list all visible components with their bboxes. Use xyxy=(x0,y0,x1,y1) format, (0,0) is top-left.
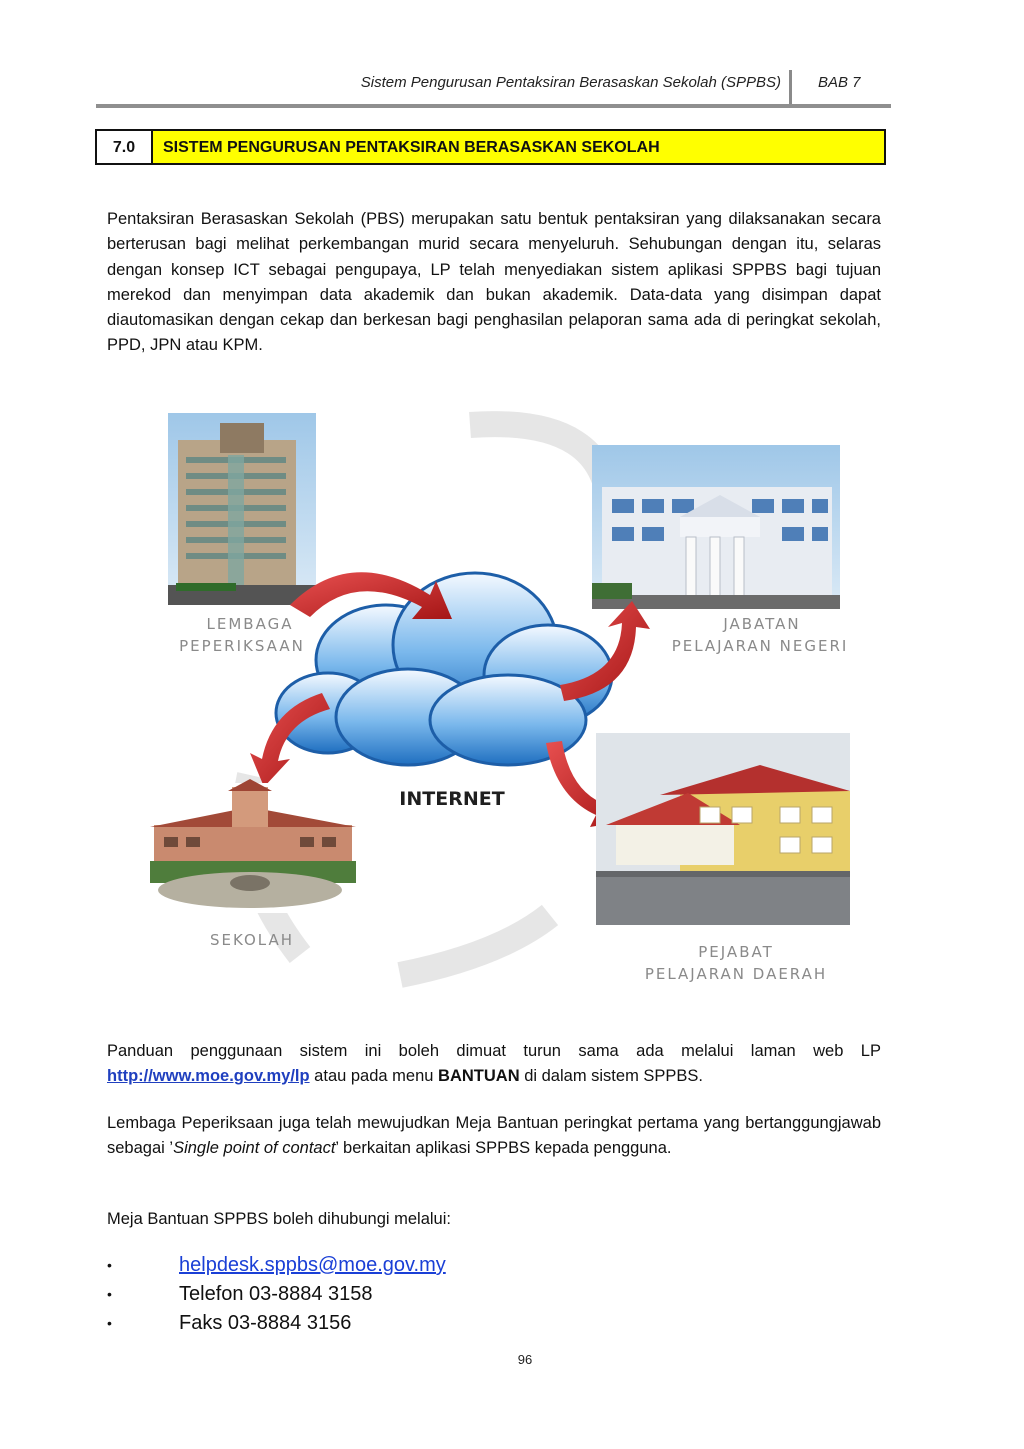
lp-website-link[interactable]: http://www.moe.gov.my/lp xyxy=(107,1067,310,1086)
jabatan-pelajaran-negeri-image xyxy=(592,445,840,609)
guide-text-before: Panduan penggunaan sistem ini boleh dimuat turun sama ada melalui laman web LP xyxy=(107,1042,881,1060)
running-header xyxy=(96,70,891,108)
guide-text-middle: atau pada menu xyxy=(309,1067,439,1086)
label-jabatan-line2: PELAJARAN NEGERI xyxy=(671,637,849,655)
header-separator xyxy=(789,70,792,104)
pejabat-pelajaran-daerah-image xyxy=(596,733,850,925)
phone-number: Telefon 03-8884 3158 xyxy=(179,1283,373,1305)
section-heading xyxy=(95,129,886,165)
fax-number: Faks 03-8884 3156 xyxy=(179,1312,352,1334)
helpdesk-paragraph xyxy=(107,1111,881,1162)
helpdesk-text-before: Lembaga Peperiksaan juga telah mewujudkan Meja Bantuan peringkat pertama yang bertanggungjawab sebagai ’ xyxy=(107,1114,881,1158)
lembaga-peperiksaan-image xyxy=(168,413,316,605)
header-title: Sistem Pengurusan Pentaksiran Berasaskan Sekolah (SPPBS) xyxy=(360,74,781,91)
bantuan-menu-name: BANTUAN xyxy=(438,1067,520,1086)
guide-text-after: di dalam sistem SPPBS. xyxy=(519,1067,704,1086)
page-number: 96 xyxy=(517,1352,533,1367)
section-title: SISTEM PENGURUSAN PENTAKSIRAN BERASASKAN SEKOLAH xyxy=(163,139,660,156)
label-jabatan-line1: JABATAN xyxy=(723,615,801,633)
label-sekolah: SEKOLAH xyxy=(209,931,295,949)
bullet: • xyxy=(107,1315,112,1331)
label-lembaga-line2: PEPERIKSAAN xyxy=(179,637,305,655)
helpdesk-email-link[interactable]: helpdesk.sppbs@moe.gov.my xyxy=(179,1254,446,1276)
bullet: • xyxy=(107,1286,112,1302)
label-pejabat-line1: PEJABAT xyxy=(698,943,774,961)
header-chapter: BAB 7 xyxy=(818,74,861,91)
label-lembaga-line1: LEMBAGA xyxy=(206,615,294,633)
helpdesk-text-after: ’ berkaitan aplikasi SPPBS kepada pengguna. xyxy=(335,1139,672,1158)
intro-paragraph: Pentaksiran Berasaskan Sekolah (PBS) merupakan satu bentuk pentaksiran yang dilaksanakan secara berterusan bagi melihat perkembangan murid secara menyeluruh. Sehubungan dengan itu, selaras dengan konsep ICT sebagai pengupaya, LP telah menyediakan sistem aplikasi SPPBS bagi tujuan merekod dan menyimpan data akademik dan bukan akademik. Data-data yang disimpan dapat diautomasikan dengan cekap dan berkesan bagi penghasilan pelaporan sama ada di peringkat sekolah, PPD, JPN atau KPM. xyxy=(107,210,881,355)
internet-label: INTERNET xyxy=(399,788,505,810)
sekolah-image xyxy=(150,779,356,913)
header-rule xyxy=(96,104,891,108)
label-pejabat-line2: PELAJARAN DAERAH xyxy=(644,965,828,983)
contact-intro: Meja Bantuan SPPBS boleh dihubungi melalui: xyxy=(107,1210,451,1228)
bullet: • xyxy=(107,1257,112,1273)
single-point-of-contact-phrase: Single point of contact xyxy=(173,1139,336,1158)
section-number: 7.0 xyxy=(97,131,153,163)
guide-paragraph xyxy=(107,1039,881,1090)
sppbs-network-diagram xyxy=(140,395,880,995)
